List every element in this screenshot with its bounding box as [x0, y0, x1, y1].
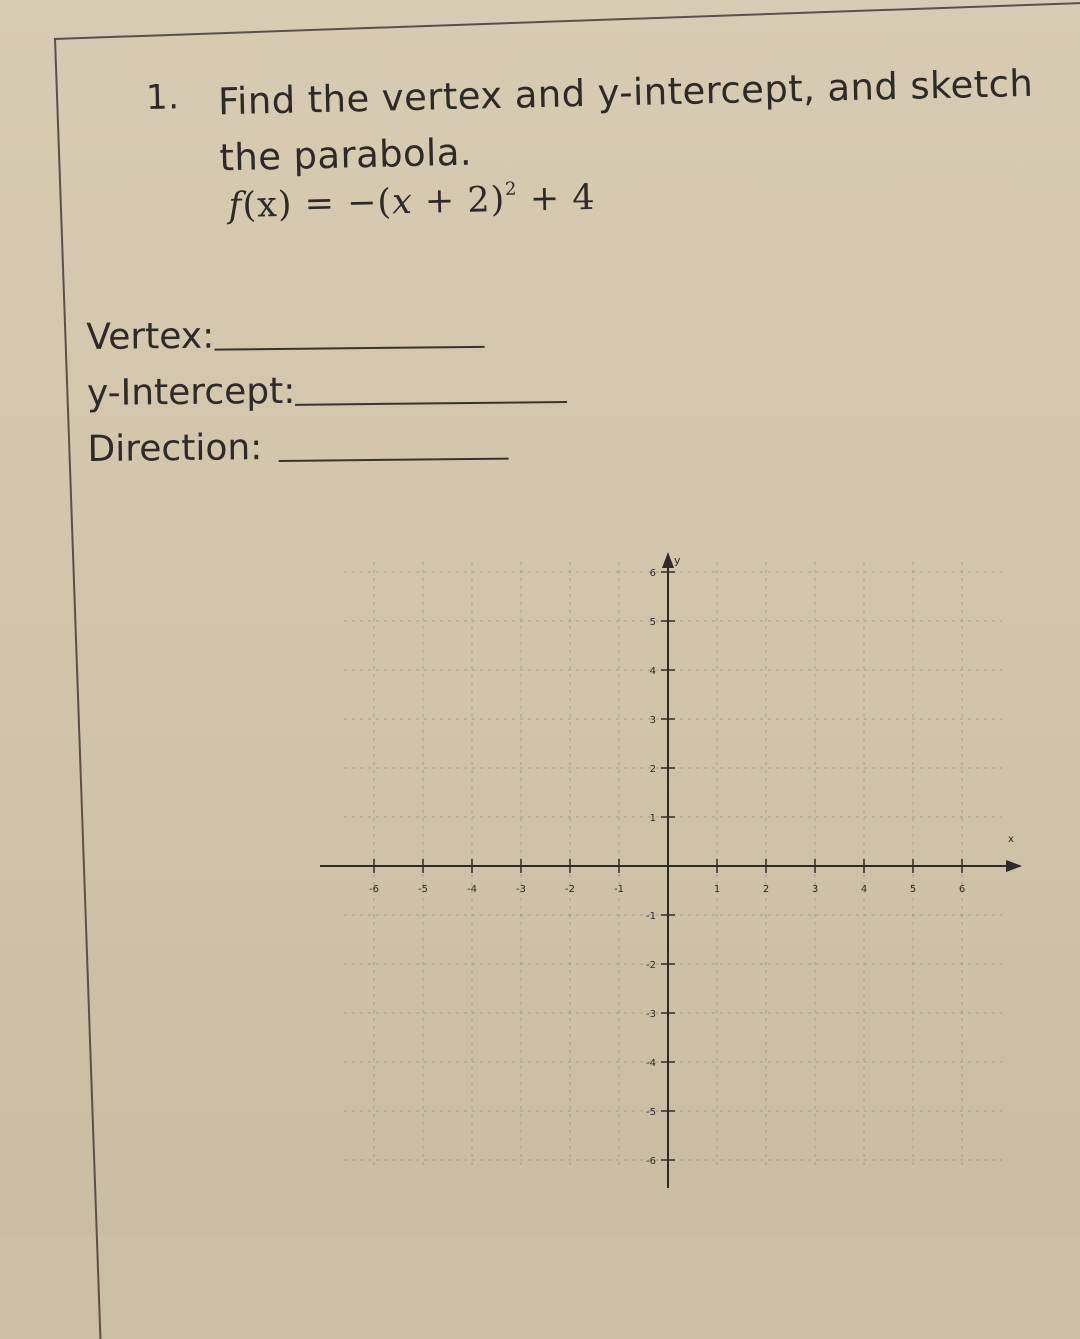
y-axis-label: y — [674, 554, 681, 567]
y-tick-label: -4 — [646, 1058, 656, 1069]
y-tick-label: -2 — [646, 960, 656, 971]
y-intercept-label: y-Intercept: — [86, 370, 296, 414]
x-tick-label: -5 — [418, 884, 428, 895]
function-formula — [228, 177, 596, 226]
vertex-row — [86, 296, 687, 358]
x-tick-label: -1 — [614, 884, 624, 895]
question-line-1: Find the vertex and y-intercept, and sketch — [217, 61, 1034, 124]
formula-fn: f — [228, 185, 243, 227]
y-tick-label: 2 — [649, 764, 656, 775]
formula-arg: (x) — [242, 184, 293, 226]
vertex-answer-line[interactable] — [214, 346, 484, 351]
x-tick-label: 5 — [909, 884, 917, 895]
x-tick-label: -2 — [565, 884, 575, 895]
question-text — [218, 56, 1040, 187]
coordinate-graph — [300, 538, 1040, 1202]
formula-equals: = −( — [292, 182, 393, 225]
x-tick-label: 4 — [860, 884, 868, 895]
x-tick-label: 6 — [958, 884, 966, 895]
y-tick-label: 1 — [649, 813, 656, 824]
answer-fields — [86, 296, 688, 470]
x-tick-label: -6 — [369, 884, 379, 895]
direction-answer-line[interactable] — [278, 458, 508, 462]
question-line-2: the parabola. — [218, 130, 473, 180]
y-tick-label: -1 — [646, 911, 656, 922]
x-tick-label: 1 — [713, 884, 721, 895]
y-axis-arrow — [662, 552, 674, 568]
x-axis-arrow — [1006, 860, 1022, 872]
direction-row — [87, 408, 688, 470]
graph-svg[interactable] — [300, 538, 1040, 1198]
formula-exponent: 2 — [504, 178, 518, 200]
direction-label: Direction: — [87, 427, 263, 470]
y-tick-label: 3 — [649, 715, 656, 726]
x-tick-label: 2 — [762, 884, 770, 895]
y-tick-label: 4 — [649, 666, 656, 677]
formula-tail: + 4 — [517, 177, 597, 220]
question-number: 1. — [145, 77, 180, 118]
y-intercept-row — [87, 352, 688, 414]
y-tick-label: -6 — [646, 1156, 656, 1167]
y-tick-label: -3 — [646, 1009, 656, 1020]
x-tick-label: 3 — [811, 884, 819, 895]
vertex-label: Vertex: — [86, 315, 215, 358]
y-tick-label: 6 — [649, 568, 656, 579]
formula-rest: + 2) — [412, 179, 506, 222]
y-intercept-answer-line[interactable] — [295, 401, 567, 406]
x-tick-label: -4 — [467, 884, 477, 895]
x-tick-label: -3 — [516, 884, 526, 895]
y-tick-label: 5 — [649, 617, 656, 628]
formula-var: x — [391, 181, 414, 223]
x-axis-label: x — [1008, 834, 1014, 845]
y-tick-label: -5 — [646, 1107, 656, 1118]
